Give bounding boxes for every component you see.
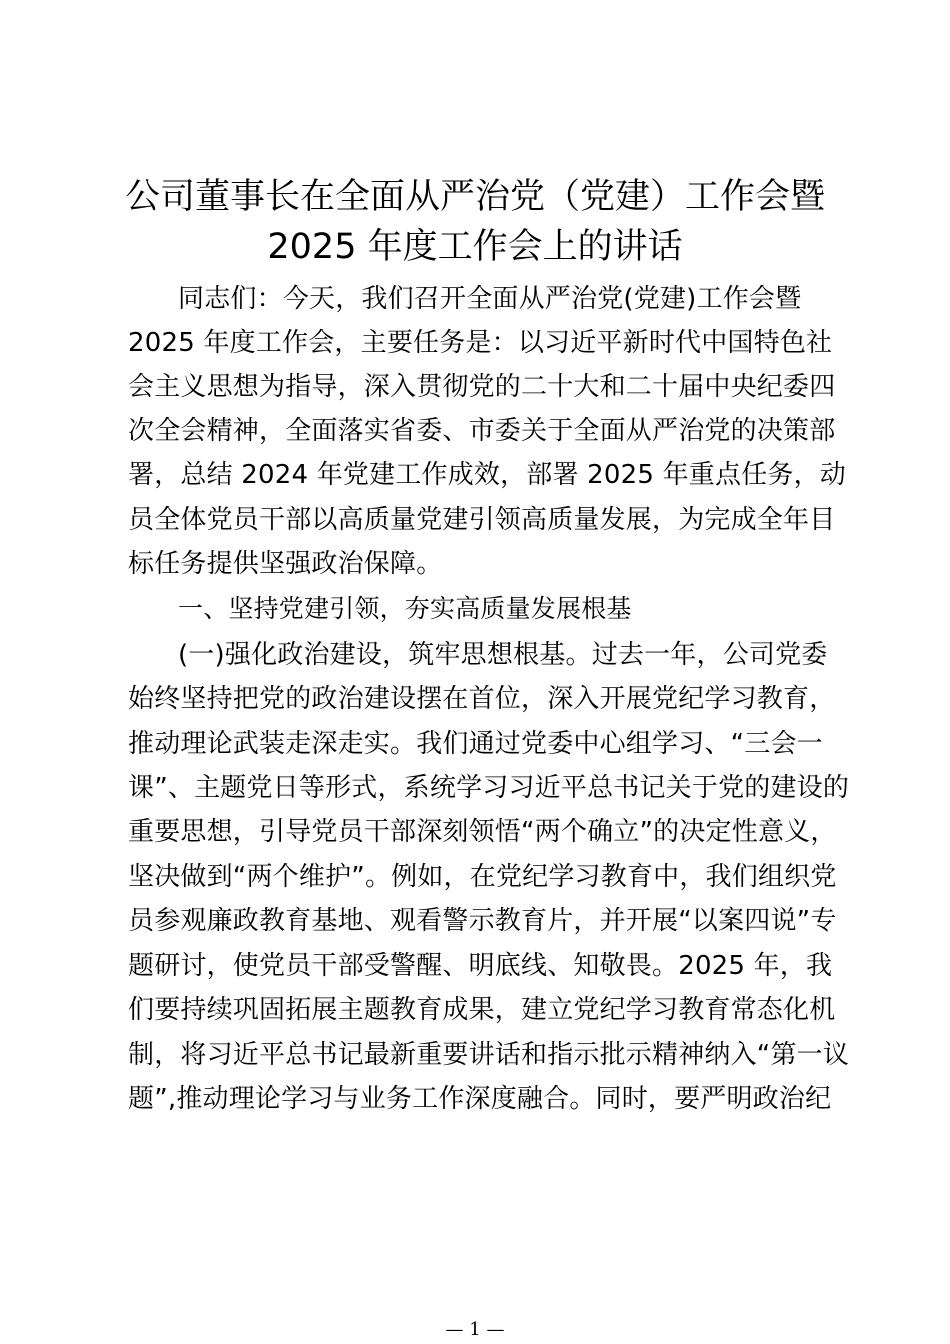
paragraph-line: 同志们：今天，我们召开全面从严治党(党建)工作会暨 (178, 284, 802, 314)
paragraph-line: 题”,推动理论学习与业务工作深度融合。同时，要严明政治纪 (128, 1084, 832, 1114)
paragraph-line: 次全会精神，全面落实省委、市委关于全面从严治党的决策部 (128, 416, 836, 446)
paragraph-line: 课”、主题党日等形式，系统学习习近平总书记关于党的建设的 (128, 773, 850, 803)
paragraph-line: 重要思想，引导党员干部深刻领悟“两个确立”的决定性意义， (128, 817, 837, 847)
paragraph-line: 始终坚持把党的政治建设摆在首位，深入开展党纪学习教育， (128, 684, 836, 714)
paragraph-line: (一)强化政治建设，筑牢思想根基。过去一年，公司党委 (178, 640, 828, 670)
document-title-line-1: 公司董事长在全面从严治党（党建）工作会暨 (124, 177, 825, 217)
paragraph-line: 题研讨，使党员干部受警醒、明底线、知敬畏。2025 年，我 (128, 951, 833, 981)
paragraph-line: 署，总结 2024 年党建工作成效，部署 2025 年重点任务，动 (128, 460, 846, 490)
paragraph-line: 制，将习近平总书记最新重要讲话和指示批示精神纳入“第一议 (128, 1040, 850, 1070)
page-number: — 1 — (445, 1319, 505, 1340)
paragraph-line: 们要持续巩固拓展主题教育成果，建立党纪学习教育常态化机 (128, 995, 836, 1025)
paragraph-line: 推动理论武装走深走实。我们通过党委中心组学习、“三会一 (128, 729, 823, 759)
section-heading: 一、坚持党建引领，夯实高质量发展根基 (178, 594, 632, 623)
paragraph-line: 员参观廉政教育基地、观看警示教育片，并开展“以案四说”专 (128, 906, 837, 936)
document-title-line-2: 2025 年度工作会上的讲话 (267, 227, 683, 267)
paragraph-line: 2025 年度工作会，主要任务是：以习近平新时代中国特色社 (128, 328, 833, 358)
paragraph-line: 标任务提供坚强政治保障。 (128, 549, 443, 579)
paragraph-line: 坚决做到“两个维护”。例如，在党纪学习教育中，我们组织党 (128, 862, 837, 892)
paragraph-line: 会主义思想为指导，深入贯彻党的二十大和二十届中央纪委四 (128, 372, 836, 402)
paragraph-line: 员全体党员干部以高质量党建引领高质量发展，为完成全年目 (128, 505, 836, 535)
